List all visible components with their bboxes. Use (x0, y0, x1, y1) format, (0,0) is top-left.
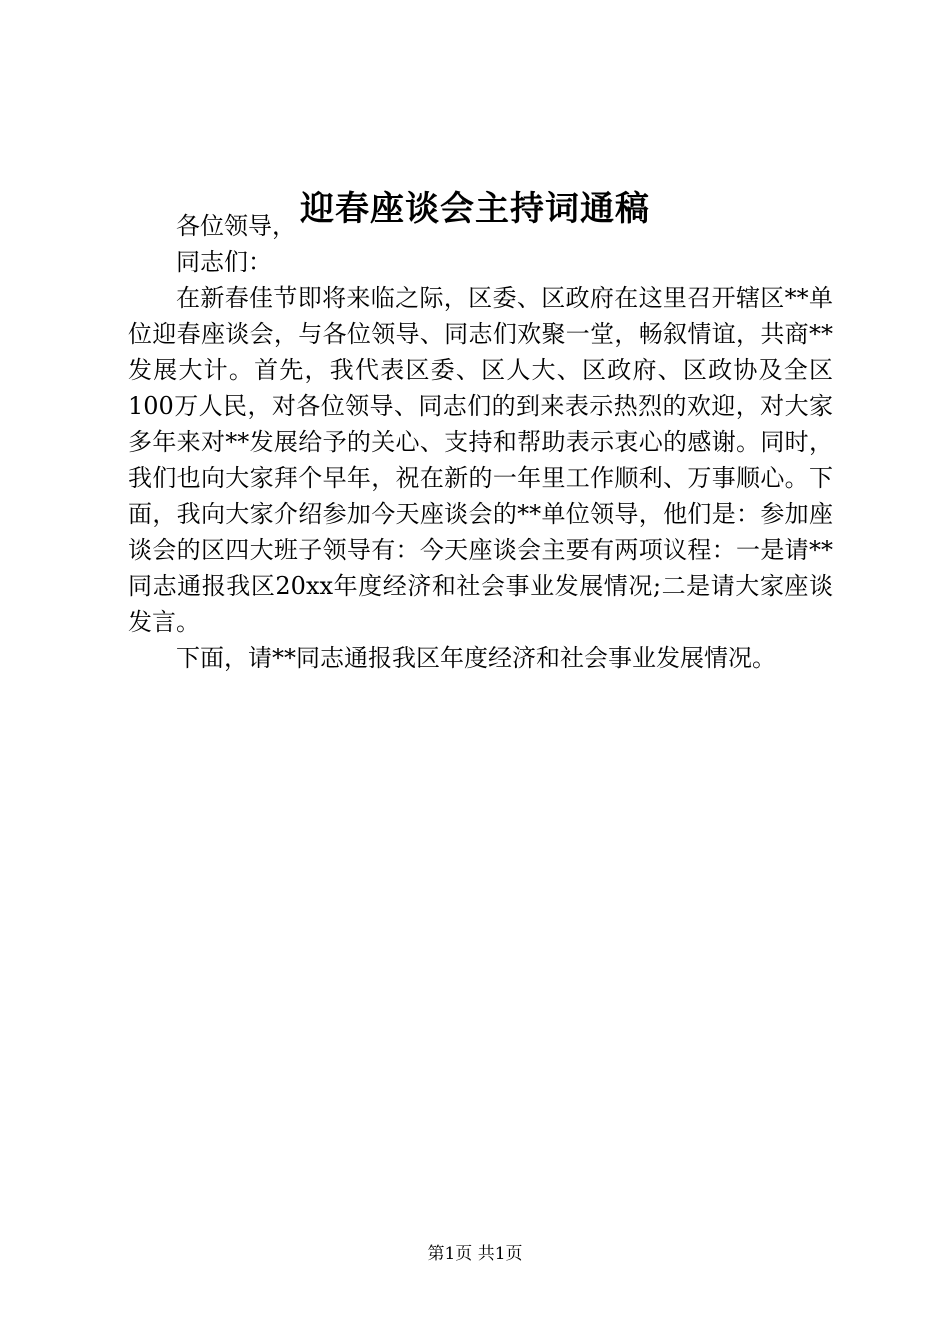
closing-paragraph: 下面，请**同志通报我区年度经济和社会事业发展情况。 (176, 644, 776, 672)
salutation-leaders: 各位领导， (176, 212, 296, 240)
main-paragraph: 在新春佳节即将来临之际，区委、区政府在这里召开辖区**单位迎春座谈会，与各位领导、同志们欢聚一堂，畅叙情谊，共商**发展大计。首先，我代表区委、区人大、区政府、区政协及全区100万人民，对各位领导、同志们的到来表示热烈的欢迎，对大家多年来对**发展给予的关心、支持和帮助表示衷心的感谢。同时，我们也向大家拜个早年，祝在新的一年里工作顺利、万事顺心。下面，我向大家介绍参加今天座谈会的**单位领导，他们是：参加座谈会的区四大班子领导有：今天座谈会主要有两项议程：一是请**同志通报我区20xx年度经济和社会事业发展情况;二是请大家座谈发言。 (128, 284, 833, 636)
page-footer: 第1页 共1页 (427, 1244, 523, 1264)
document-title: 迎春座谈会主持词通稿 (300, 189, 650, 229)
document-body (128, 208, 833, 676)
salutation-comrades: 同志们： (176, 248, 272, 276)
